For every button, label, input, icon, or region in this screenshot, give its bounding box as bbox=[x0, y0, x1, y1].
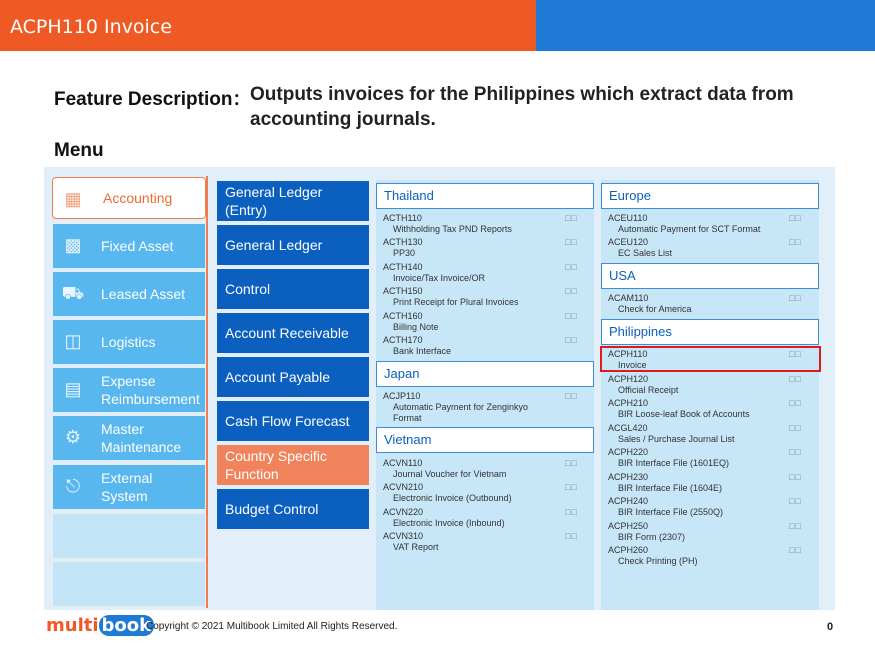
section-header-usa: USA bbox=[601, 263, 819, 289]
entry-name-line-2: Format bbox=[393, 413, 422, 423]
entry-action-icons[interactable]: □□ bbox=[789, 237, 802, 247]
entry-action-icons[interactable]: □□ bbox=[789, 496, 802, 506]
entry-action-icons[interactable]: □□ bbox=[565, 391, 578, 401]
menu-entry-acph260[interactable] bbox=[608, 545, 698, 567]
entry-name: Print Receipt for Plural Invoices bbox=[393, 297, 519, 307]
page-title: ACPH110 Invoice bbox=[10, 16, 172, 38]
sidebar-item-label-line-2: Reimbursement bbox=[101, 391, 200, 407]
linked-system-icon: ⎋ bbox=[65, 476, 81, 496]
submenu-label-line-2: Function bbox=[225, 466, 279, 482]
entry-code: ACVN310 bbox=[383, 531, 424, 541]
entry-name: Journal Voucher for Vietnam bbox=[393, 469, 507, 479]
entry-action-icons[interactable]: □□ bbox=[789, 374, 802, 384]
sidebar-item-label bbox=[101, 469, 152, 505]
entry-action-icons[interactable]: □□ bbox=[565, 507, 578, 517]
menu-entry-acvn220[interactable] bbox=[383, 507, 505, 529]
entry-name: BIR Loose-leaf Book of Accounts bbox=[618, 409, 750, 419]
menu-entry-acph210[interactable] bbox=[608, 398, 750, 420]
page-number: 0 bbox=[827, 621, 834, 633]
entry-code: ACTH110 bbox=[383, 213, 422, 223]
menu-entry-acth140[interactable] bbox=[383, 262, 485, 284]
entry-name: Check for America bbox=[618, 304, 692, 314]
entry-action-icons[interactable]: □□ bbox=[565, 213, 578, 223]
menu-entry-acph240[interactable] bbox=[608, 496, 723, 518]
entry-name: BIR Interface File (1604E) bbox=[618, 483, 723, 493]
menu-entry-acam110[interactable] bbox=[608, 293, 692, 315]
entry-name: BIR Interface File (1601EQ) bbox=[618, 458, 730, 468]
menu-entry-acph120[interactable] bbox=[608, 374, 678, 396]
sidebar-item-label-line-1: Expense bbox=[101, 373, 156, 389]
submenu-country-specific-function[interactable] bbox=[217, 445, 369, 485]
sidebar-item-label-line-1: External bbox=[101, 470, 153, 486]
menu-entry-acgl420[interactable] bbox=[608, 423, 735, 445]
entry-code: ACPH240 bbox=[608, 496, 649, 506]
entry-code: ACTH130 bbox=[383, 237, 423, 247]
entry-code: ACPH110 bbox=[608, 349, 648, 359]
submenu-cash-flow-forecast[interactable]: Cash Flow Forecast bbox=[217, 401, 369, 441]
entry-action-icons[interactable]: □□ bbox=[789, 472, 802, 482]
entry-name: EC Sales List bbox=[618, 248, 673, 258]
sidebar-item-label-line-2: Maintenance bbox=[101, 439, 182, 455]
feature-description-line-2: accounting journals. bbox=[250, 109, 436, 130]
truck-icon: ⛟ bbox=[61, 283, 85, 303]
entry-code: ACGL420 bbox=[608, 423, 648, 433]
entry-action-icons[interactable]: □□ bbox=[565, 311, 578, 321]
menu-entry-acvn210[interactable] bbox=[383, 482, 512, 504]
entry-code: ACTH150 bbox=[383, 286, 423, 296]
entry-action-icons[interactable]: □□ bbox=[565, 262, 578, 272]
entry-name: Check Printing (PH) bbox=[618, 556, 698, 566]
entry-action-icons[interactable]: □□ bbox=[565, 458, 578, 468]
entry-name: Automatic Payment for SCT Format bbox=[618, 224, 761, 234]
entry-code: ACPH260 bbox=[608, 545, 649, 555]
sidebar-item-label: Logistics bbox=[101, 334, 156, 350]
menu-entry-acph230[interactable] bbox=[608, 472, 722, 494]
sidebar-item-fixed-asset[interactable] bbox=[53, 224, 205, 268]
entry-code: ACJP110 bbox=[383, 391, 421, 401]
entry-action-icons[interactable]: □□ bbox=[789, 349, 802, 359]
menu-entry-acph220[interactable] bbox=[608, 447, 729, 469]
sidebar-item-label-line-1: Master bbox=[101, 421, 144, 437]
entry-code: ACVN210 bbox=[383, 482, 424, 492]
sidebar-item-leased-asset[interactable] bbox=[53, 272, 205, 316]
entry-action-icons[interactable]: □□ bbox=[789, 398, 802, 408]
entry-name: Billing Note bbox=[393, 322, 439, 332]
menu-entry-acph110[interactable] bbox=[608, 349, 647, 371]
entry-name: Invoice/Tax Invoice/OR bbox=[393, 273, 486, 283]
entry-action-icons[interactable]: □□ bbox=[789, 521, 802, 531]
gears-icon: ⚙ bbox=[64, 427, 82, 447]
sidebar-item-label bbox=[101, 372, 200, 408]
submenu-general-ledger[interactable]: General Ledger bbox=[217, 225, 369, 265]
entry-name: Sales / Purchase Journal List bbox=[618, 434, 735, 444]
menu-entry-acth170[interactable] bbox=[383, 335, 451, 357]
submenu-label-line-1: Country Specific bbox=[225, 448, 327, 464]
entry-action-icons[interactable]: □□ bbox=[789, 293, 802, 303]
menu-heading: Menu bbox=[54, 140, 104, 161]
submenu-control[interactable]: Control bbox=[217, 269, 369, 309]
sidebar-item-label: Leased Asset bbox=[101, 286, 186, 302]
feature-description-text bbox=[250, 82, 830, 132]
suitcase-icon: ▤ bbox=[64, 379, 82, 399]
submenu-budget-control[interactable]: Budget Control bbox=[217, 489, 369, 529]
menu-entry-acjp110[interactable] bbox=[383, 391, 528, 424]
sidebar-item-label: Accounting bbox=[103, 190, 173, 206]
menu-entry-acth130[interactable] bbox=[383, 237, 423, 259]
feature-description-line-1: Outputs invoices for the Philippines which extract data from bbox=[250, 84, 794, 105]
entry-code: ACVN110 bbox=[383, 458, 423, 468]
entry-code: ACTH160 bbox=[383, 311, 423, 321]
entry-code: ACVN220 bbox=[383, 507, 424, 517]
sidebar-empty-slot bbox=[53, 514, 205, 558]
entry-code: ACPH120 bbox=[608, 374, 649, 384]
menu-entry-aceu120[interactable] bbox=[608, 237, 672, 259]
header-bar-blue bbox=[536, 0, 875, 51]
entry-action-icons[interactable]: □□ bbox=[789, 447, 802, 457]
sidebar-item-accounting[interactable] bbox=[52, 177, 206, 219]
menu-entry-acth110[interactable] bbox=[383, 213, 512, 235]
submenu-general-ledger-entry[interactable]: General Ledger (Entry) bbox=[217, 181, 369, 221]
menu-entry-acvn310[interactable] bbox=[383, 531, 439, 553]
logo-text-book: book bbox=[99, 615, 155, 636]
section-header-philippines: Philippines bbox=[601, 319, 819, 345]
calculator-icon: ▦ bbox=[64, 189, 82, 209]
section-header-europe: Europe bbox=[601, 183, 819, 209]
entry-code: ACPH220 bbox=[608, 447, 649, 457]
entry-action-icons[interactable]: □□ bbox=[789, 213, 802, 223]
submenu-label bbox=[225, 447, 327, 483]
entry-code: ACAM110 bbox=[608, 293, 649, 303]
entry-code: ACEU110 bbox=[608, 213, 648, 223]
feature-description-label: Feature Description： bbox=[54, 89, 252, 110]
entry-code: ACTH140 bbox=[383, 262, 423, 272]
menu-entry-acth150[interactable] bbox=[383, 286, 519, 308]
menu-entry-aceu110[interactable] bbox=[608, 213, 760, 235]
entry-name: Invoice bbox=[618, 360, 647, 370]
entry-name: Electronic Invoice (Inbound) bbox=[393, 518, 505, 528]
entry-name: PP30 bbox=[393, 248, 416, 258]
entry-code: ACTH170 bbox=[383, 335, 423, 345]
menu-entry-acph250[interactable] bbox=[608, 521, 685, 543]
entry-code: ACPH210 bbox=[608, 398, 649, 408]
menu-entry-acth160[interactable] bbox=[383, 311, 439, 333]
section-header-thailand: Thailand bbox=[376, 183, 594, 209]
entry-name-line-1: Automatic Payment for Zenginkyo bbox=[393, 402, 529, 412]
entry-action-icons[interactable]: □□ bbox=[789, 545, 802, 555]
entry-name: Withholding Tax PND Reports bbox=[393, 224, 512, 234]
section-header-japan: Japan bbox=[376, 361, 594, 387]
box-icon: ◫ bbox=[64, 331, 82, 351]
entry-code: ACEU120 bbox=[608, 237, 649, 247]
copyright-text: Copyright © 2021 Multibook Limited All Rights Reserved. bbox=[146, 621, 398, 632]
entry-name: Bank Interface bbox=[393, 346, 452, 356]
entry-name: VAT Report bbox=[393, 542, 439, 552]
entry-name: Official Receipt bbox=[618, 385, 679, 395]
sidebar-item-label bbox=[101, 420, 181, 456]
sidebar-item-label: Fixed Asset bbox=[101, 238, 174, 254]
entry-name: BIR Form (2307) bbox=[618, 532, 686, 542]
sidebar-item-external-system[interactable] bbox=[53, 465, 205, 509]
factory-icon: ▩ bbox=[64, 235, 82, 255]
sidebar-empty-slot bbox=[53, 562, 205, 606]
submenu-account-receivable[interactable]: Account Receivable bbox=[217, 313, 369, 353]
sidebar-item-master-maintenance[interactable] bbox=[53, 416, 205, 460]
submenu-account-payable[interactable]: Account Payable bbox=[217, 357, 369, 397]
entry-action-icons[interactable]: □□ bbox=[565, 286, 578, 296]
menu-entry-acvn110[interactable] bbox=[383, 458, 506, 480]
sidebar-item-expense-reimbursement[interactable] bbox=[53, 368, 205, 412]
sidebar-item-logistics[interactable] bbox=[53, 320, 205, 364]
entry-name: Electronic Invoice (Outbound) bbox=[393, 493, 512, 503]
entry-action-icons[interactable]: □□ bbox=[565, 237, 578, 247]
entry-code: ACPH250 bbox=[608, 521, 649, 531]
entry-action-icons[interactable]: □□ bbox=[565, 335, 578, 345]
entry-action-icons[interactable]: □□ bbox=[565, 531, 578, 541]
entry-code: ACPH230 bbox=[608, 472, 649, 482]
entry-action-icons[interactable]: □□ bbox=[789, 423, 802, 433]
section-header-vietnam: Vietnam bbox=[376, 427, 594, 453]
multibook-logo bbox=[46, 615, 154, 636]
entry-action-icons[interactable]: □□ bbox=[565, 482, 578, 492]
logo-text-multi: multi bbox=[46, 615, 99, 636]
sidebar-item-label-line-2: System bbox=[101, 488, 148, 504]
entry-name: BIR Interface File (2550Q) bbox=[618, 507, 724, 517]
